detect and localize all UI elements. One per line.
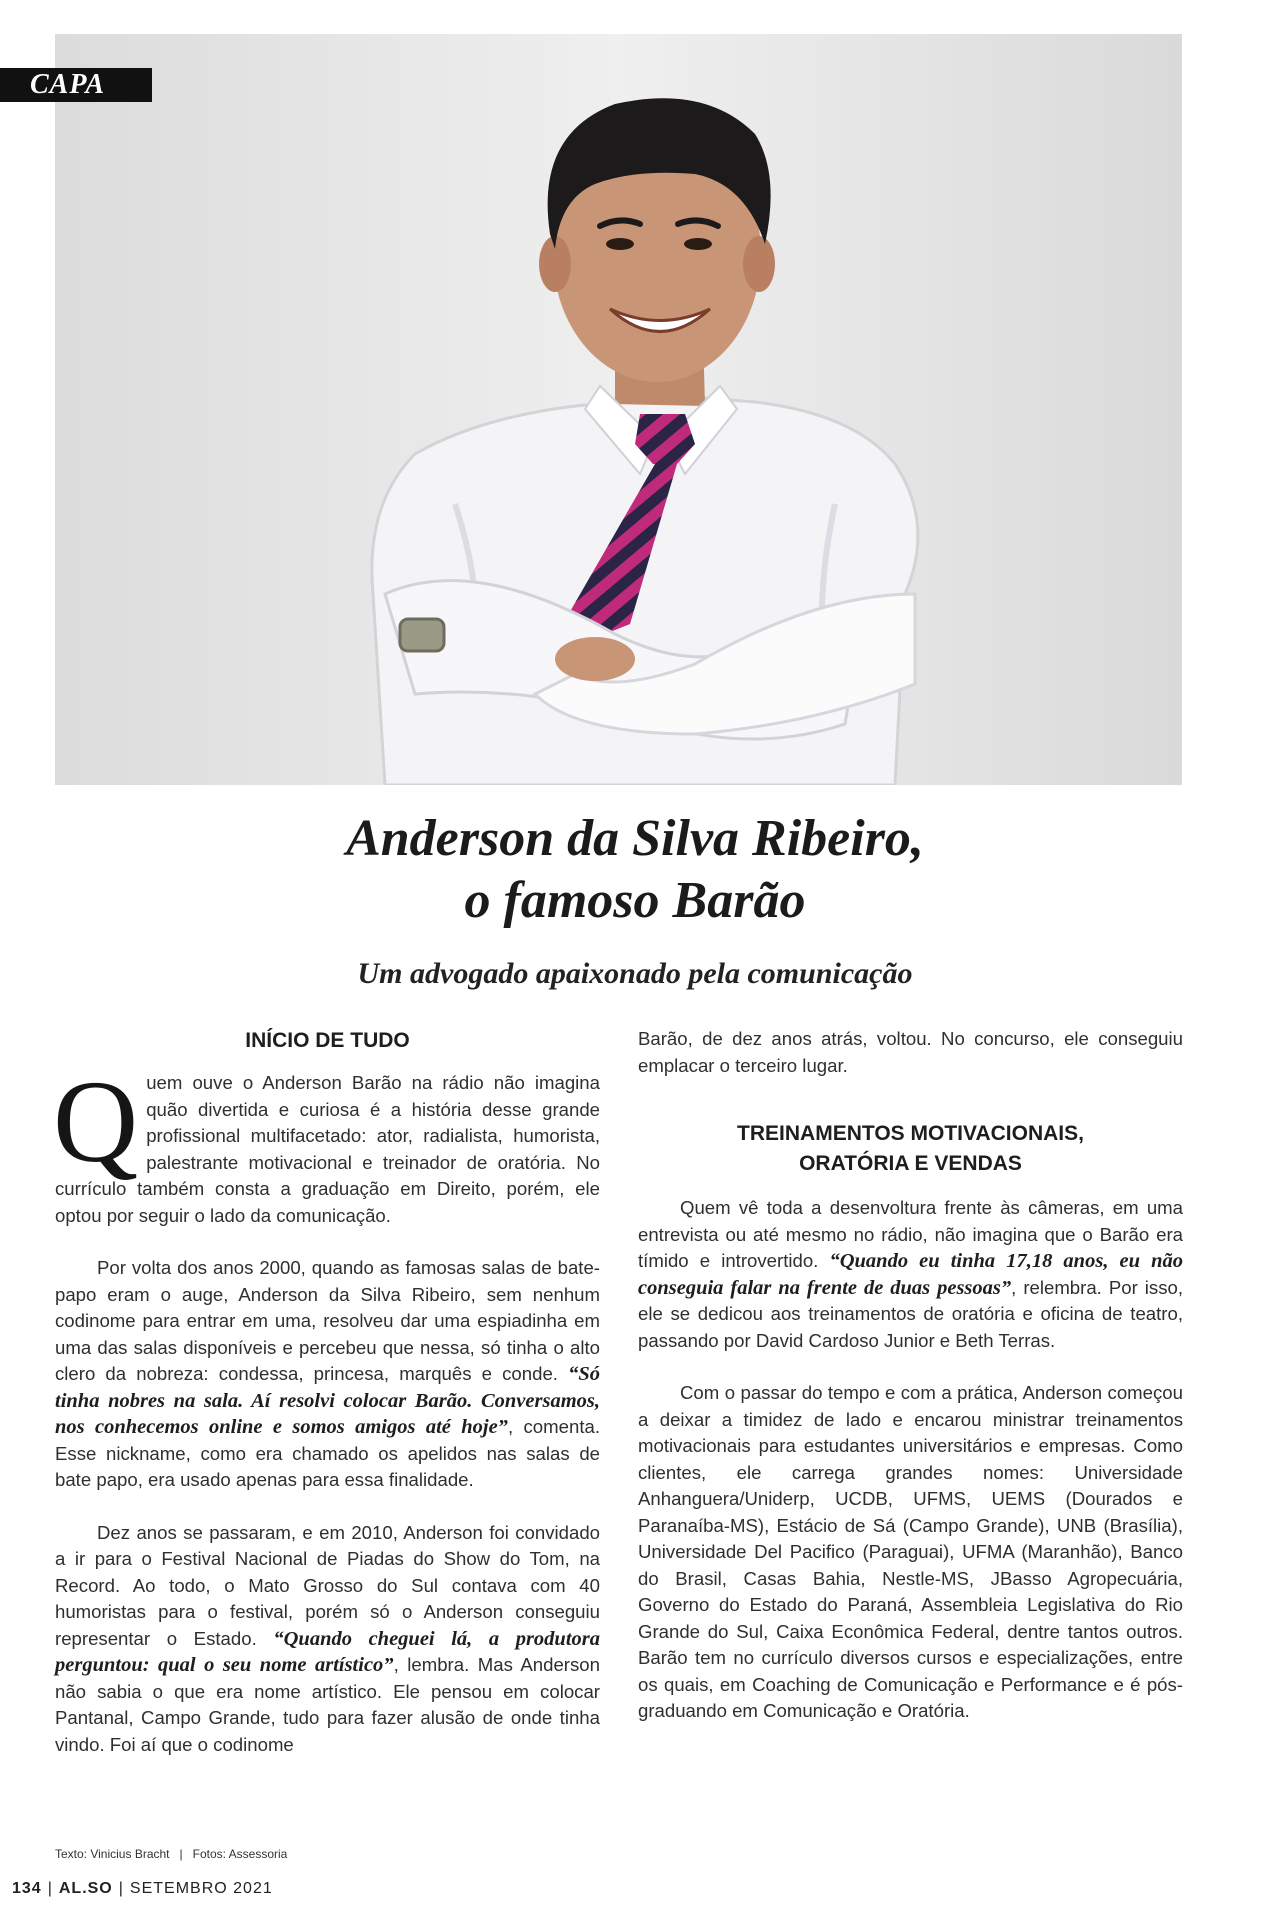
issue-date: SETEMBRO 2021 [129, 1880, 273, 1897]
paragraph-continuation: Barão, de dez anos atrás, voltou. No concurso, ele conseguiu emplacar o terceiro lugar. [638, 1028, 1183, 1076]
headline-line-1: Anderson da Silva Ribeiro, [346, 810, 924, 867]
paragraph: Com o passar do tempo e com a prática, Anderson começou a deixar a timidez de lado e encarou ministrar treinamentos motivacionais para estudantes universitários e empresas. Como clientes, ele carrega grandes nomes: Universidade Anhanguera/Uniderp, UCDB, UFMS, UEMS (Dourados e Paranaíba-MS), Estácio de Sá (Campo Grande), UNB (Brasília), Universidade Del Pacifico (Paraguai), UFMA (Maranhão), Banco do Brasil, Casas Bahia, Nestle-MS, JBasso Agropecuária, Governo do Estado do Paraná, Assembleia Legislativa do Rio Grande do Sul, Caixa Econômica Federal, dentre tantos outros. Barão tem no currículo diversos cursos e especializações, entre os quais, em Coaching de Comunicação e Performance e é pós-graduando em Comunicação e Oratória. [638, 1382, 1183, 1721]
portrait-illustration [55, 34, 1182, 785]
paragraph [55, 1520, 600, 1759]
photo-credit: Fotos: Assessoria [192, 1847, 288, 1861]
right-column [638, 1026, 1183, 1751]
credits [55, 1847, 287, 1861]
text-credit: Texto: Vinicius Bracht [55, 1847, 170, 1861]
pull-quote: “Quando eu tinha 17,18 anos, eu não conseguia falar na frente de duas pessoas” [638, 1250, 1183, 1299]
paragraph-text: , relembra. Por isso, ele se dedicou aos treinamentos de oratória e oficina de teatro, passando por David Cardoso Junior e Beth Terras. [638, 1276, 1183, 1351]
paragraph-text: , comenta. Esse nickname, como era chamado os apelidos nas salas de bate papo, era usado apenas para essa finalidade. [55, 1416, 600, 1490]
paragraph-text: Quem vê toda a desenvoltura frente às câmeras, em uma entrevista ou até mesmo no rádio, não imagina que o Barão era tímido e introvertido. [638, 1197, 1183, 1271]
article-headline [0, 808, 1270, 932]
paragraph [53, 1056, 600, 1229]
heading-line-1: TREINAMENTOS MOTIVACIONAIS, [737, 1122, 1084, 1145]
page-folio: 134 | AL.SO | SETEMBRO 2021 [12, 1880, 273, 1897]
section-heading-inicio: INÍCIO DE TUDO [245, 1029, 410, 1052]
section-tag: CAPA [0, 68, 152, 102]
magazine-name: AL.SO [58, 1880, 113, 1897]
drop-cap: Q [53, 1056, 139, 1187]
heading-line-2: ORATÓRIA E VENDAS [799, 1152, 1022, 1175]
paragraph-text: Dez anos se passaram, e em 2010, Anderson foi convidado a ir para o Festival Nacional de Piadas do Show do Tom, na Record. Ao todo, o Mato Grosso do Sul contava com 40 humoristas para o festival, porém só o Anderson conseguiu representar o Estado. [55, 1521, 600, 1649]
article-subheadline: Um advogado apaixonado pela comunicação [357, 957, 913, 990]
paragraph [55, 1255, 600, 1494]
paragraph-text: Por volta dos anos 2000, quando as famosas salas de bate-papo eram o auge, Anderson da Silva Ribeiro, sem nenhum codinome para entrar em uma, resolveu dar uma espiadinha em uma das salas disponíveis e percebeu que nessa, só tinha o alto clero da nobreza: condessa, princesa, marquês e conde. [55, 1257, 600, 1384]
pull-quote: “Quando cheguei lá, a produtora perguntou: qual o seu nome artístico” [55, 1627, 600, 1676]
left-column [55, 1026, 600, 1784]
credits-separator: | [179, 1847, 183, 1861]
headline-line-2: o famoso Barão [464, 872, 806, 929]
paragraph-text: uem ouve o Anderson Barão na rádio não imagina quão divertida e curiosa é a história desse grande profissional multifacetado: ator, radialista, humorista, palestrante motivacional e treinador de oratória. No currículo também consta a graduação em Direito, porém, ele optou por seguir o lado da comunicação. [55, 1072, 600, 1226]
pull-quote: “Só tinha nobres na sala. Aí resolvi colocar Barão. Conversamos, nos conhecemos online e somos amigos até hoje” [55, 1363, 600, 1438]
cover-photo [55, 34, 1182, 785]
paragraph [638, 1195, 1183, 1354]
page-number: 134 [12, 1880, 42, 1897]
section-heading-treinamentos [638, 1119, 1183, 1179]
paragraph-text: , lembra. Mas Anderson não sabia o que era nome artístico. Ele pensou em colocar Pantanal, Campo Grande, tudo para fazer alusão de onde tinha vindo. Foi aí que o codinome [55, 1654, 600, 1755]
